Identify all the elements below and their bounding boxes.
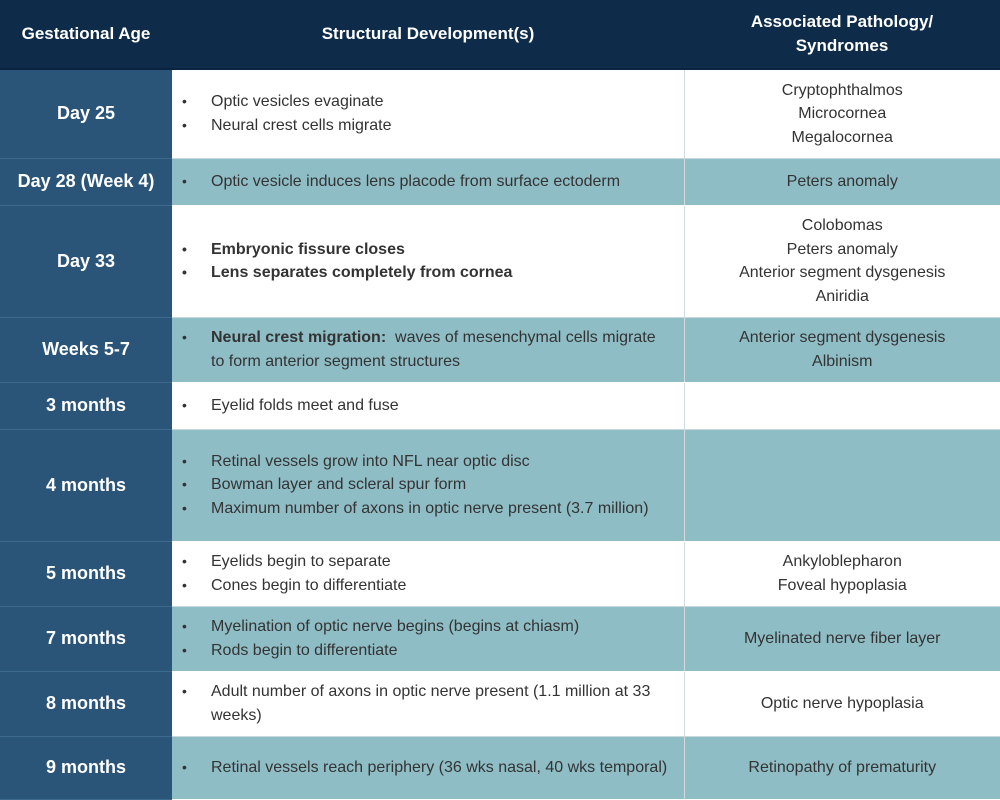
pathology-item: Optic nerve hypoplasia — [685, 692, 1000, 716]
associated-pathology-cell — [684, 69, 1000, 158]
bullet-icon: • — [182, 326, 187, 350]
development-item — [182, 639, 670, 663]
development-item — [182, 756, 670, 780]
structural-development-cell — [172, 606, 684, 671]
pathology-item: Anterior segment dysgenesis — [685, 326, 1000, 350]
development-list — [172, 615, 684, 662]
development-item — [182, 574, 670, 598]
pathology-item: Myelinated nerve fiber layer — [685, 627, 1000, 651]
table-row — [0, 69, 1000, 158]
associated-pathology-cell — [684, 429, 1000, 541]
pathology-item: Anterior segment dysgenesis — [685, 261, 1000, 285]
header-row — [0, 0, 1000, 69]
table-row — [0, 541, 1000, 606]
development-item-text: waves of mesenchymal cells migrate to form anterior segment structures — [211, 329, 656, 370]
gestational-age-cell: Day 25 — [0, 69, 172, 158]
development-item-text: Embryonic fissure closes — [211, 241, 405, 258]
bullet-icon: • — [182, 90, 187, 114]
development-list — [172, 90, 684, 137]
pathology-item: Colobomas — [685, 214, 1000, 238]
development-list — [172, 450, 684, 521]
development-item — [182, 114, 670, 138]
development-item-text: Adult number of axons in optic nerve present (1.1 million at 33 weeks) — [211, 683, 650, 724]
bullet-icon: • — [182, 261, 187, 285]
development-list — [172, 550, 684, 597]
bullet-icon: • — [182, 615, 187, 639]
development-item — [182, 615, 670, 639]
gestational-age-cell: 7 months — [0, 606, 172, 671]
structural-development-cell — [172, 671, 684, 736]
pathology-item: Foveal hypoplasia — [685, 574, 1000, 598]
development-item — [182, 450, 670, 474]
gestational-age-cell: 8 months — [0, 671, 172, 736]
header-gestational-age: Gestational Age — [0, 0, 172, 69]
development-item-text: Rods begin to differentiate — [211, 642, 398, 659]
bullet-icon: • — [182, 639, 187, 663]
table-row — [0, 606, 1000, 671]
header-associated-pathology — [684, 0, 1000, 69]
gestational-age-cell: 4 months — [0, 429, 172, 541]
gestational-age-cell: Weeks 5-7 — [0, 317, 172, 382]
structural-development-cell — [172, 382, 684, 429]
pathology-item: Peters anomaly — [685, 170, 1000, 194]
bullet-icon: • — [182, 680, 187, 704]
development-list — [172, 326, 684, 373]
development-item-lead: Neural crest migration: — [211, 329, 386, 346]
pathology-item: Megalocornea — [685, 126, 1000, 150]
development-item-text: Retinal vessels grow into NFL near optic disc — [211, 453, 530, 470]
bullet-icon: • — [182, 497, 187, 521]
associated-pathology-cell — [684, 317, 1000, 382]
structural-development-cell — [172, 429, 684, 541]
development-item — [182, 170, 670, 194]
development-item — [182, 473, 670, 497]
development-item — [182, 326, 670, 373]
pathology-item: Ankyloblepharon — [685, 550, 1000, 574]
structural-development-cell — [172, 205, 684, 317]
gestational-age-cell: Day 28 (Week 4) — [0, 158, 172, 205]
pathology-item: Cryptophthalmos — [685, 79, 1000, 103]
bullet-icon: • — [182, 114, 187, 138]
bullet-icon: • — [182, 450, 187, 474]
development-list — [172, 394, 684, 418]
gestational-age-cell: 5 months — [0, 541, 172, 606]
development-item-text: Myelination of optic nerve begins (begins at chiasm) — [211, 618, 579, 635]
table-row — [0, 671, 1000, 736]
header-pathology-text: Associated Pathology/ Syndromes — [732, 10, 952, 58]
table-header — [0, 0, 1000, 69]
bullet-icon: • — [182, 170, 187, 194]
development-item — [182, 680, 670, 727]
development-item — [182, 238, 670, 262]
table-row — [0, 158, 1000, 205]
bullet-icon: • — [182, 238, 187, 262]
pathology-item: Retinopathy of prematurity — [685, 756, 1000, 780]
development-list — [172, 680, 684, 727]
bullet-icon: • — [182, 574, 187, 598]
development-list — [172, 170, 684, 194]
gestational-age-cell: Day 33 — [0, 205, 172, 317]
development-item — [182, 90, 670, 114]
associated-pathology-cell — [684, 671, 1000, 736]
gestational-age-cell: 9 months — [0, 736, 172, 799]
development-item — [182, 261, 670, 285]
associated-pathology-cell — [684, 205, 1000, 317]
development-item — [182, 550, 670, 574]
associated-pathology-cell — [684, 606, 1000, 671]
development-item — [182, 394, 670, 418]
structural-development-cell — [172, 158, 684, 205]
development-list — [172, 238, 684, 285]
associated-pathology-cell — [684, 736, 1000, 799]
pathology-item: Albinism — [685, 350, 1000, 374]
development-item-text: Neural crest cells migrate — [211, 117, 392, 134]
development-item-text: Eyelids begin to separate — [211, 553, 391, 570]
development-item-text: Retinal vessels reach periphery (36 wks nasal, 40 wks temporal) — [211, 759, 667, 776]
pathology-item: Aniridia — [685, 285, 1000, 309]
bullet-icon: • — [182, 473, 187, 497]
structural-development-cell — [172, 541, 684, 606]
header-structural-development: Structural Development(s) — [172, 0, 684, 69]
development-item-text: Maximum number of axons in optic nerve present (3.7 million) — [211, 500, 649, 517]
bullet-icon: • — [182, 756, 187, 780]
table-row — [0, 736, 1000, 799]
table-body — [0, 69, 1000, 799]
structural-development-cell — [172, 317, 684, 382]
development-item — [182, 497, 670, 521]
associated-pathology-cell — [684, 158, 1000, 205]
table-row — [0, 317, 1000, 382]
development-item-text: Optic vesicle induces lens placode from surface ectoderm — [211, 173, 620, 190]
development-item-text: Optic vesicles evaginate — [211, 93, 384, 110]
development-item-text: Lens separates completely from cornea — [211, 264, 512, 281]
structural-development-cell — [172, 69, 684, 158]
structural-development-cell — [172, 736, 684, 799]
table-row — [0, 382, 1000, 429]
table-row — [0, 205, 1000, 317]
bullet-icon: • — [182, 394, 187, 418]
development-item-text: Bowman layer and scleral spur form — [211, 476, 466, 493]
table-row — [0, 429, 1000, 541]
pathology-item: Peters anomaly — [685, 238, 1000, 262]
development-list — [172, 756, 684, 780]
associated-pathology-cell — [684, 541, 1000, 606]
associated-pathology-cell — [684, 382, 1000, 429]
development-item-text: Cones begin to differentiate — [211, 577, 406, 594]
development-item-text: Eyelid folds meet and fuse — [211, 397, 399, 414]
pathology-item: Microcornea — [685, 102, 1000, 126]
bullet-icon: • — [182, 550, 187, 574]
gestational-age-cell: 3 months — [0, 382, 172, 429]
